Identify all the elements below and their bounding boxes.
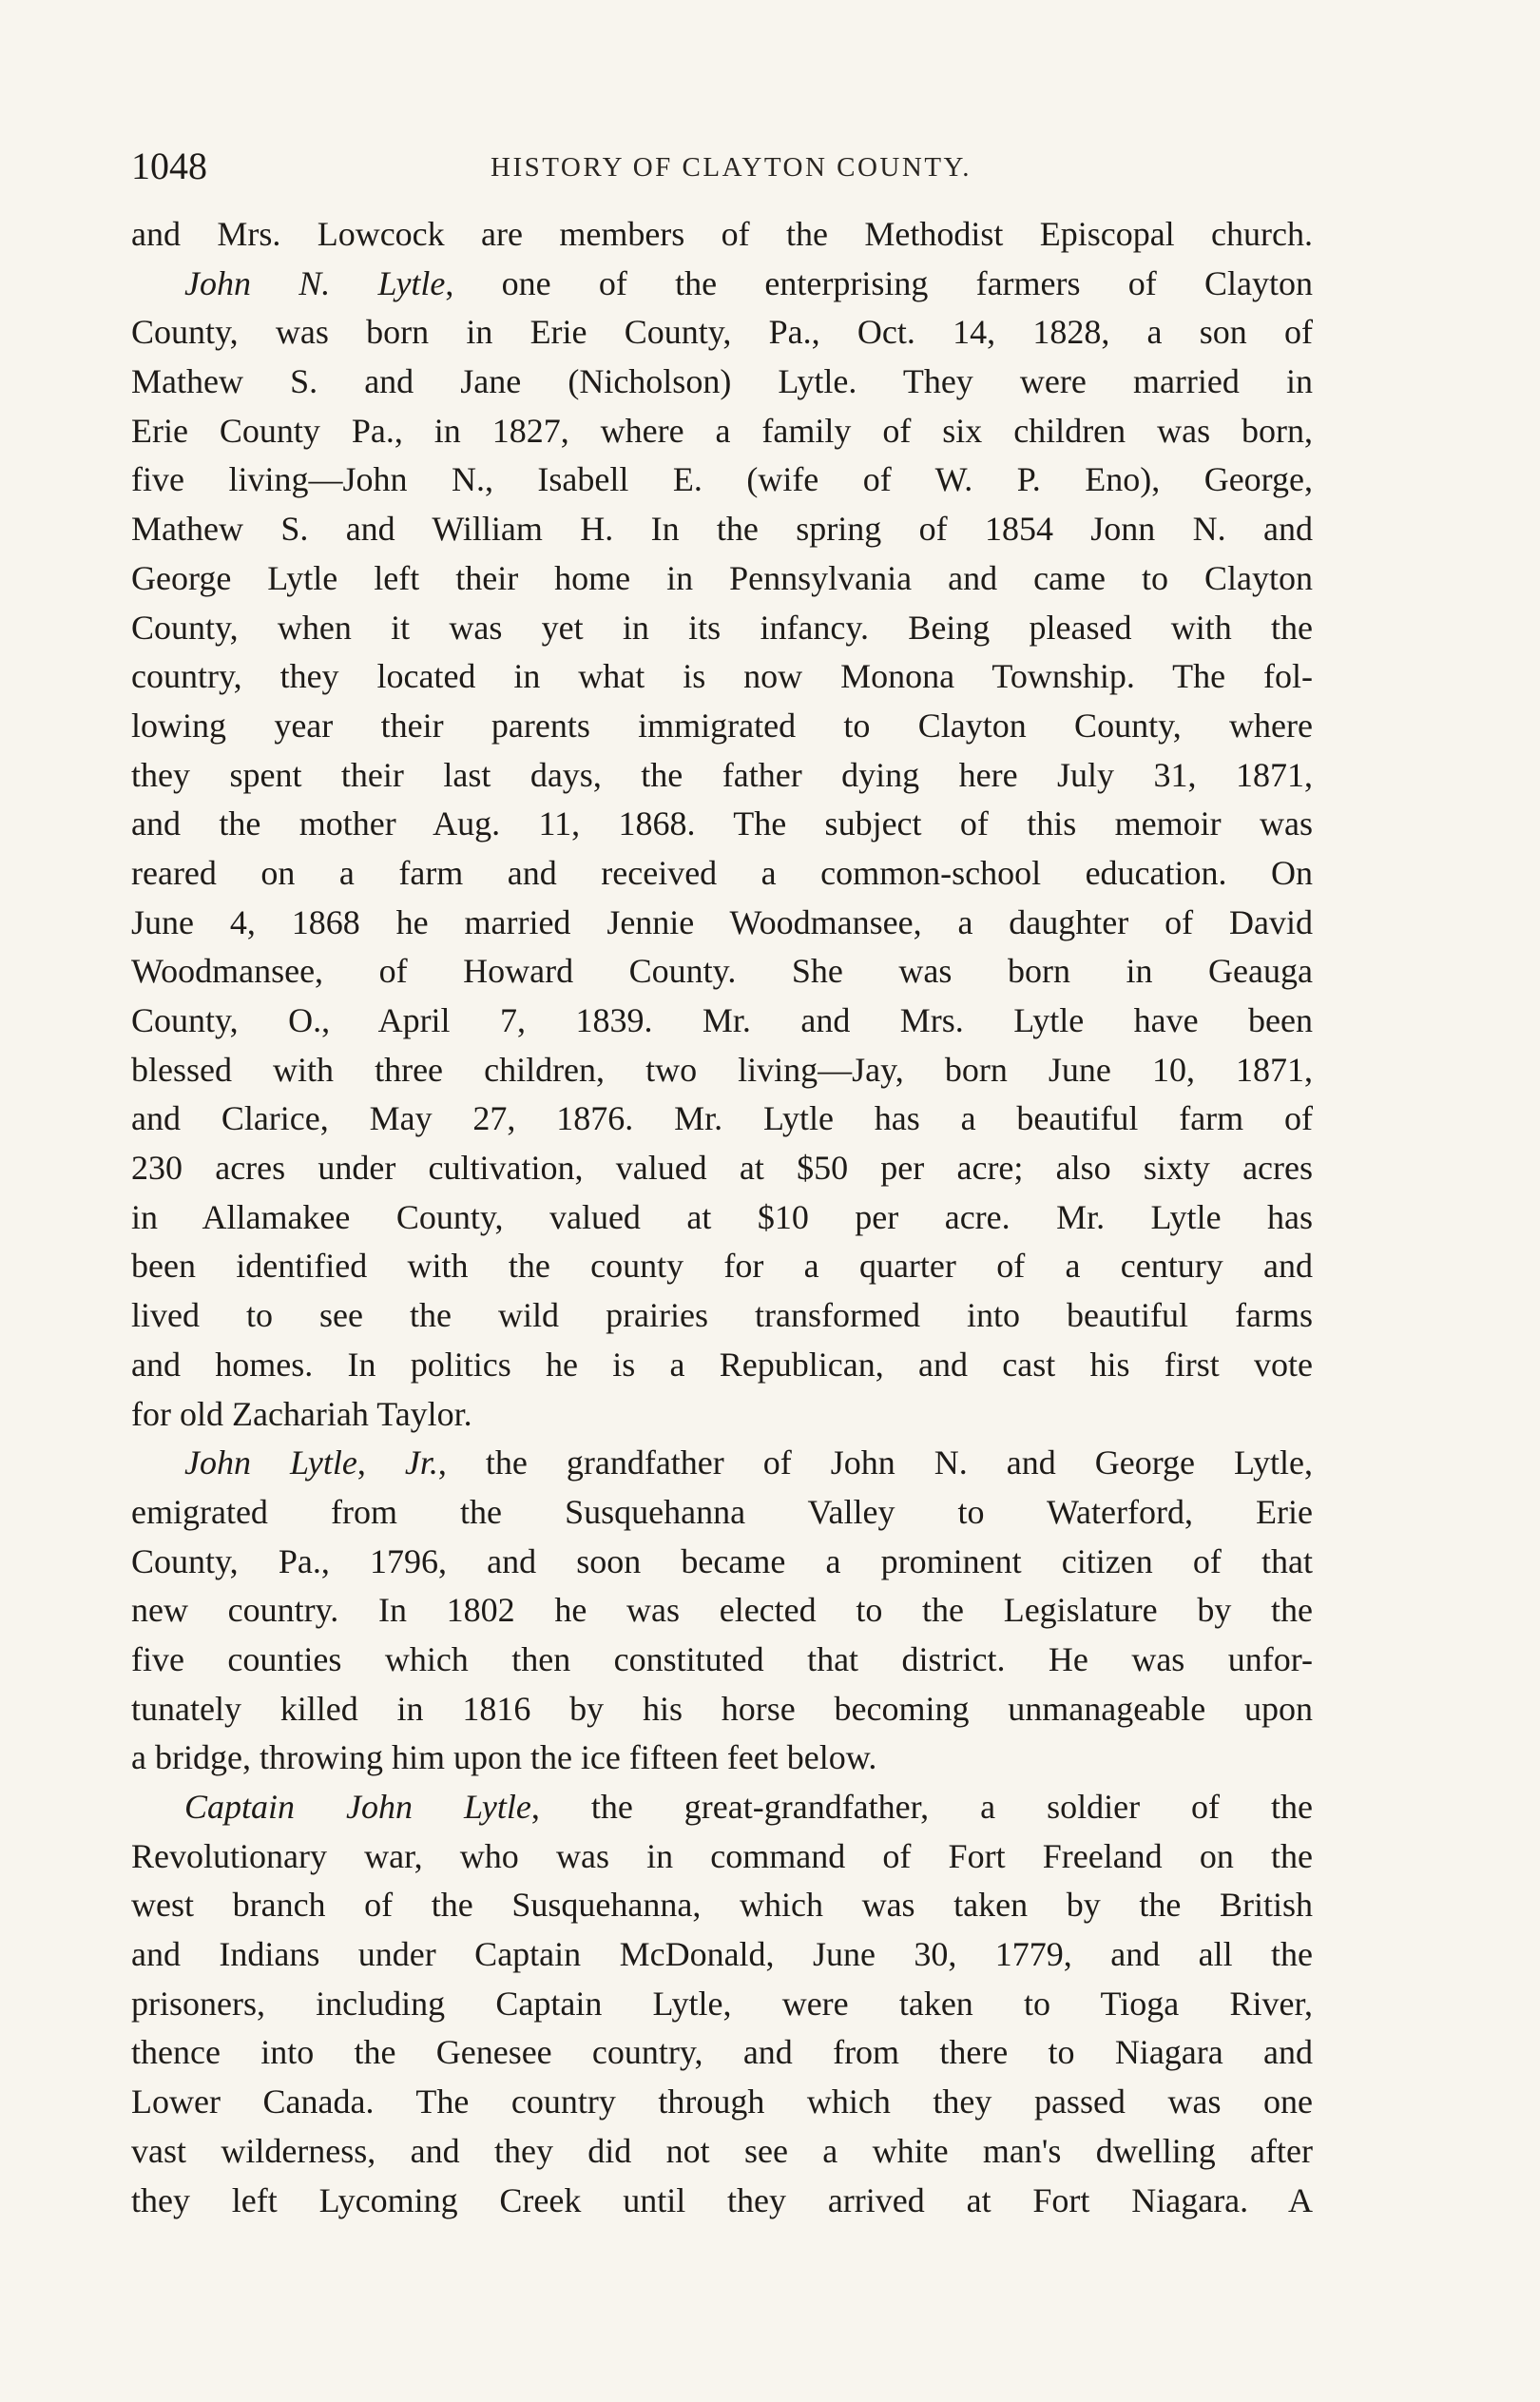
line-text: , the great-grandfather, a soldier of the	[530, 1788, 1313, 1826]
text-line: and the mother Aug. 11, 1868. The subject of this memoir was	[131, 804, 1313, 843]
text-line: thence into the Genesee country, and from there to Niagara and	[131, 2033, 1313, 2072]
text-line: and homes. In politics he is a Republican, and cast his first vote	[131, 1345, 1313, 1384]
text-line	[131, 1783, 1313, 1832]
text-line: June 4, 1868 he married Jennie Woodmansee, a daughter of David	[131, 902, 1313, 941]
text-line: five living—John N., Isabell E. (wife of W. P. Eno), George,	[131, 460, 1313, 499]
text-line: tunately killed in 1816 by his horse becoming unmanageable upon	[131, 1689, 1313, 1728]
text-line: prisoners, including Captain Lytle, were taken to Tioga River,	[131, 1984, 1313, 2023]
text-line: George Lytle left their home in Pennsylvania and came to Clayton	[131, 558, 1313, 597]
text-line: Lower Canada. The country through which they passed was one	[131, 2082, 1313, 2121]
text-line: west branch of the Susquehanna, which was taken by the British	[131, 1886, 1313, 1925]
running-head: HISTORY OF CLAYTON COUNTY.	[491, 152, 972, 183]
text-line	[131, 260, 1313, 309]
person-name: Captain John Lytle	[184, 1788, 531, 1826]
text-line: and Mrs. Lowcock are members of the Methodist Episcopal church.	[131, 215, 1313, 253]
person-name-suffix: Jr.	[404, 1443, 438, 1482]
person-name: John Lytle	[184, 1443, 357, 1482]
text-line: for old Zachariah Taylor.	[131, 1394, 472, 1433]
text-line: country, they located in what is now Monona Township. The fol-	[131, 657, 1313, 696]
text-line: and Indians under Captain McDonald, June 30, 1779, and all the	[131, 1935, 1313, 1974]
person-name: John N. Lytle	[184, 263, 446, 302]
text-line: emigrated from the Susquehanna Valley to Waterford, Erie	[131, 1492, 1313, 1531]
text-line: they spent their last days, the father dying here July 31, 1871,	[131, 755, 1313, 794]
text-line: Erie County Pa., in 1827, where a family of six children was born,	[131, 411, 1313, 450]
line-text: , one of the enterprising farmers of Clayton	[445, 263, 1314, 302]
text-line: lived to see the wild prairies transformed into beautiful farms	[131, 1296, 1313, 1335]
text-line: County, was born in Erie County, Pa., Oct. 14, 1828, a son of	[131, 313, 1313, 352]
text-line: in Allamakee County, valued at $10 per acre. Mr. Lytle has	[131, 1197, 1313, 1236]
text-line: Mathew S. and Jane (Nicholson) Lytle. They were married in	[131, 362, 1313, 401]
line-text: , the grandfather of John N. and George Lytle,	[437, 1443, 1314, 1482]
text-line: lowing year their parents immigrated to Clayton County, where	[131, 706, 1313, 745]
text-line: 230 acres under cultivation, valued at $50 per acre; also sixty acres	[131, 1149, 1313, 1188]
text-line: reared on a farm and received a common-school education. On	[131, 853, 1313, 892]
text-line: been identified with the county for a quarter of a century and	[131, 1247, 1313, 1286]
text-line: new country. In 1802 he was elected to the Legislature by the	[131, 1591, 1313, 1630]
text-line: they left Lycoming Creek until they arrived at Fort Niagara. A	[131, 2180, 1313, 2219]
text-line: and Clarice, May 27, 1876. Mr. Lytle has a beautiful farm of	[131, 1099, 1313, 1138]
text-line: five counties which then constituted that district. He was unfor-	[131, 1639, 1313, 1678]
page-header	[131, 143, 1331, 190]
page-number: 1048	[131, 145, 207, 187]
text-line: County, O., April 7, 1839. Mr. and Mrs. Lytle have been	[131, 1001, 1313, 1039]
text-line: blessed with three children, two living—Jay, born June 10, 1871,	[131, 1050, 1313, 1089]
text-line: John Lytle, Jr., the grandfather of John N. and George Lytle,	[184, 1443, 1314, 1482]
text-line: Woodmansee, of Howard County. She was born in Geauga	[131, 952, 1313, 991]
text-line: a bridge, throwing him upon the ice fifteen feet below.	[131, 1738, 877, 1777]
text-line: Revolutionary war, who was in command of Fort Freeland on the	[131, 1836, 1313, 1875]
text-line: Mathew S. and William H. In the spring of 1854 Jonn N. and	[131, 510, 1313, 549]
text-line: vast wilderness, and they did not see a white man's dwelling after	[131, 2131, 1313, 2170]
text-line: County, Pa., 1796, and soon became a prominent citizen of that	[131, 1541, 1313, 1580]
body-text	[131, 210, 1313, 2225]
text-line: County, when it was yet in its infancy. Being pleased with the	[131, 608, 1313, 647]
